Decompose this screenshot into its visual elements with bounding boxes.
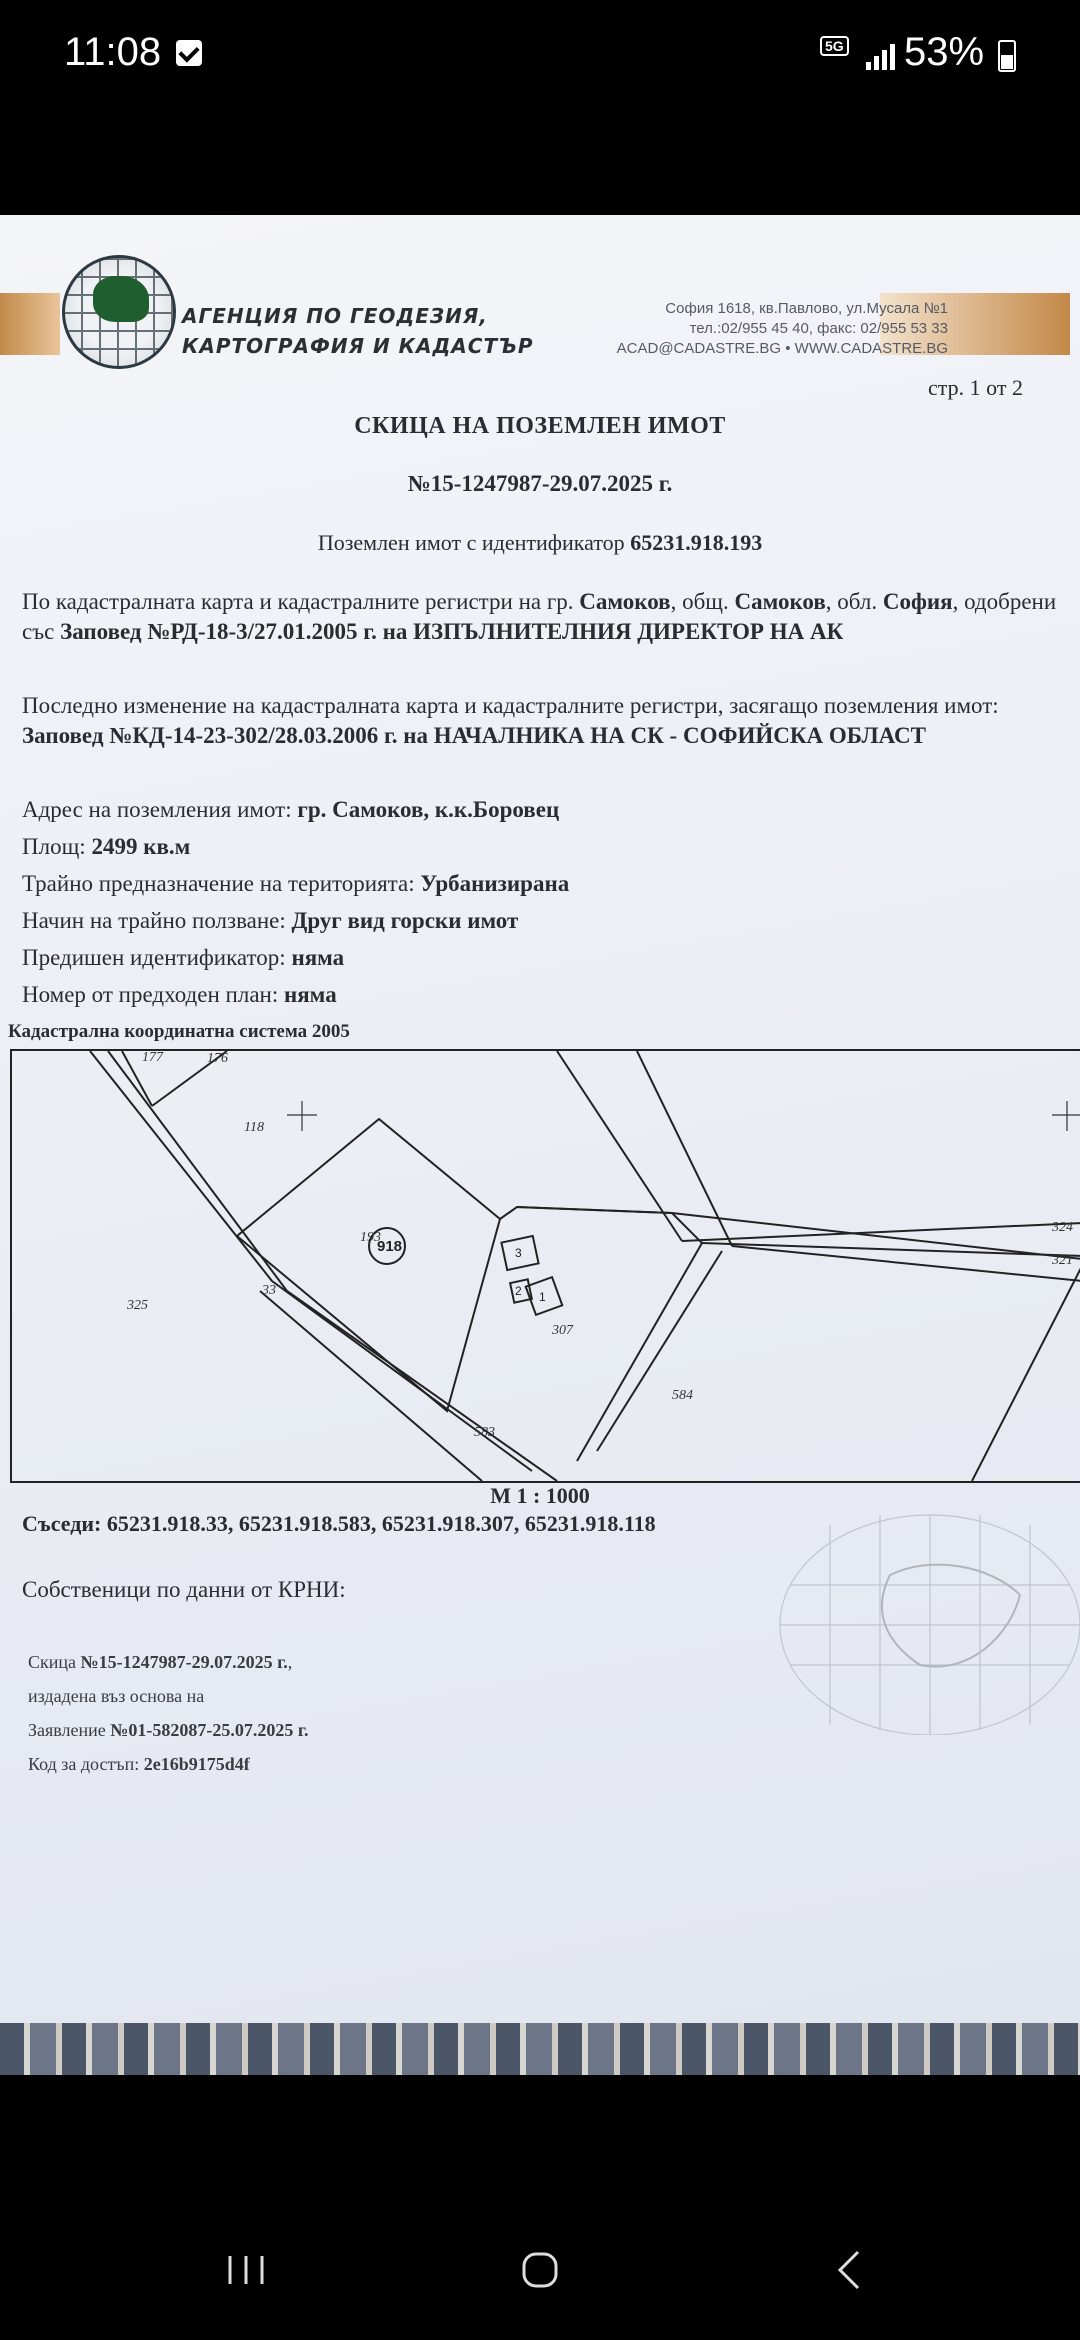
document-title: СКИЦА НА ПОЗЕМЛЕН ИМОТ xyxy=(354,413,726,439)
footer-code-label: Код за достъп: xyxy=(28,1754,144,1774)
document-photo xyxy=(0,215,1080,2075)
property-identifier xyxy=(0,530,1080,556)
crosshair-marker xyxy=(287,1101,317,1131)
previous-plan-line xyxy=(22,980,1066,1010)
road-edge-3 xyxy=(260,1291,482,1481)
signal-icon xyxy=(866,44,898,70)
p1-text-d: , одобрени със xyxy=(22,589,1057,644)
footer-line-3 xyxy=(28,1713,309,1747)
parcel-line xyxy=(557,1051,682,1241)
footer-info xyxy=(28,1645,309,1781)
footer-sketch-label: Скица xyxy=(28,1652,81,1672)
footer-request-number: №01-582087-25.07.2025 г. xyxy=(110,1720,309,1740)
watermark-map-stamp xyxy=(770,1505,1080,1735)
road-edge-1 xyxy=(90,1051,532,1471)
prev-value: няма xyxy=(291,945,345,970)
map-label-325: 325 xyxy=(127,1298,148,1313)
crosshair-marker xyxy=(1052,1101,1080,1131)
p1-text: По кадастралната карта и кадастралните регистри на гр. xyxy=(22,589,580,614)
map-label-584: 584 xyxy=(672,1388,693,1403)
footer-line-1 xyxy=(28,1645,309,1679)
parcel-line xyxy=(672,1213,1080,1259)
cadastral-map xyxy=(10,1049,1080,1483)
agency-line-1: АГЕНЦИЯ ПО ГЕОДЕЗИЯ, xyxy=(182,304,488,328)
tablecloth-background xyxy=(0,2023,1080,2075)
neighbours-value: 65231.918.33, 65231.918.583, 65231.918.307, 65231.918.118 xyxy=(106,1511,656,1536)
purpose-label: Трайно предназначение на територията: xyxy=(22,871,421,896)
parcel-line xyxy=(732,1246,1080,1281)
agency-line-2: КАРТОГРАФИЯ И КАДАСТЪР xyxy=(182,334,534,358)
use-line xyxy=(22,906,1066,936)
neighbours-label: Съседи: xyxy=(22,1511,107,1536)
plan-value: няма xyxy=(283,982,337,1007)
previous-id-line xyxy=(22,943,1066,973)
network-type: 5G xyxy=(820,36,849,56)
map-label-307: 307 xyxy=(552,1323,573,1338)
map-label-1: 1 xyxy=(539,1290,546,1304)
back-button[interactable] xyxy=(820,2240,880,2300)
footer-sketch-number: №15-1247987-29.07.2025 г. xyxy=(80,1652,288,1672)
coordinate-system-label: Кадастрална координатна система 2005 xyxy=(8,1021,350,1042)
owners-label: Собственици по данни от КРНИ: xyxy=(22,1577,346,1602)
map-label-177: 177 xyxy=(142,1050,163,1065)
agency-name xyxy=(182,301,534,361)
area-line xyxy=(22,832,1066,862)
page-number: стр. 1 от 2 xyxy=(928,375,1023,400)
footer-request-label: Заявление xyxy=(28,1720,111,1740)
parcel-line xyxy=(682,1223,1080,1241)
p1-region: София xyxy=(882,589,953,614)
map-label-321: 321 xyxy=(1052,1253,1073,1268)
map-label-2: 2 xyxy=(515,1284,522,1298)
parcel-line xyxy=(972,1266,1080,1481)
use-value: Друг вид горски имот xyxy=(291,908,519,933)
map-scale: М 1 : 1000 xyxy=(490,1483,590,1508)
use-label: Начин на трайно ползване: xyxy=(22,908,292,933)
p1-text-c: , обл. xyxy=(825,589,878,614)
parcel-307-outline xyxy=(500,1207,702,1461)
purpose-line xyxy=(22,869,1066,899)
address-line xyxy=(22,795,1066,825)
agency-logo-globe-icon xyxy=(62,255,176,369)
plan-label: Номер от предходен план: xyxy=(22,982,284,1007)
footer-code-value: 2e16b9175d4f xyxy=(143,1754,250,1774)
paragraph-cadastral-map xyxy=(22,587,1066,647)
footer-line-2: издадена въз основа на xyxy=(28,1686,205,1706)
parcel-line xyxy=(597,1251,722,1451)
address-value: гр. Самоков, к.к.Боровец xyxy=(297,797,560,822)
map-label-118: 118 xyxy=(244,1120,264,1135)
agency-web: ACAD@CADASTRE.BG • WWW.CADASTRE.BG xyxy=(616,340,948,357)
p2-order: Заповед №КД-14-23-302/28.03.2006 г. на НАЧАЛНИКА НА СК - СОФИЙСКА ОБЛАСТ xyxy=(22,723,926,748)
ident-label: Поземлен имот с идентификатор xyxy=(317,530,631,555)
p1-city: Самоков xyxy=(579,589,671,614)
p1-municipality: Самоков xyxy=(734,589,826,614)
checkbox-notification-icon xyxy=(176,40,202,66)
map-label-3: 3 xyxy=(515,1246,522,1260)
map-label-193: 193 xyxy=(360,1230,381,1245)
clock: 11:08 xyxy=(64,30,162,74)
neighbours-line xyxy=(22,1511,656,1537)
battery-percent: 53% xyxy=(904,30,985,74)
map-label-918: 918 xyxy=(377,1238,403,1255)
system-navigation-bar xyxy=(0,2190,1080,2340)
map-label-583: 583 xyxy=(474,1425,495,1440)
battery-icon xyxy=(998,40,1016,72)
p2-text: Последно изменение на кадастралната карта и кадастралните регистри, засягащо поземления имот: xyxy=(22,693,999,718)
parcel-line xyxy=(517,1207,672,1213)
header-band-left xyxy=(0,293,60,355)
map-label-324: 324 xyxy=(1052,1220,1073,1235)
p1-text-b: , общ. xyxy=(670,589,735,614)
parcel-line xyxy=(637,1051,732,1246)
p1-order: Заповед №РД-18-3/27.01.2005 г. на ИЗПЪЛНИТЕЛНИЯ ДИРЕКТОР НА АК xyxy=(60,619,844,644)
map-label-176: 176 xyxy=(207,1051,228,1066)
ident-value: 65231.918.193 xyxy=(630,530,763,555)
agency-address: София 1618, кв.Павлово, ул.Мусала №1 xyxy=(665,300,948,317)
recent-apps-button[interactable] xyxy=(216,2240,276,2300)
status-bar xyxy=(0,0,1080,110)
document-number: №15-1247987-29.07.2025 г. xyxy=(407,471,673,496)
footer-line-4 xyxy=(28,1747,309,1781)
parcel-193-outline xyxy=(237,1119,500,1411)
paragraph-last-change xyxy=(22,691,1066,751)
area-label: Площ: xyxy=(22,834,92,859)
map-label-33: 33 xyxy=(262,1283,276,1298)
road-edge-2 xyxy=(108,1051,557,1481)
home-button[interactable] xyxy=(510,2240,570,2300)
agency-phone: тел.:02/955 45 40, факс: 02/955 53 33 xyxy=(689,320,948,337)
agency-contact xyxy=(612,299,948,359)
address-label: Адрес на поземления имот: xyxy=(22,797,298,822)
paper-sheet xyxy=(0,215,1080,2025)
prev-label: Предишен идентификатор: xyxy=(22,945,292,970)
area-value: 2499 кв.м xyxy=(91,834,191,859)
purpose-value: Урбанизирана xyxy=(420,871,570,896)
footer-comma: , xyxy=(287,1652,293,1672)
